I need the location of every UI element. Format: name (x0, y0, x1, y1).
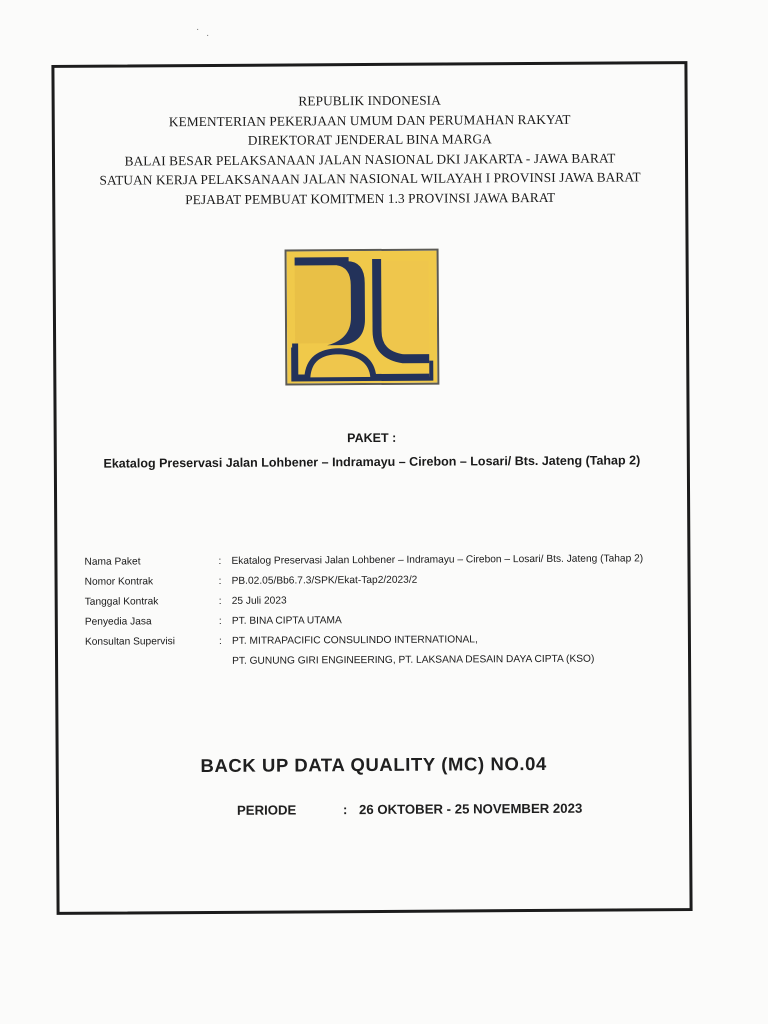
period-label: PERIODE (236, 802, 297, 818)
scan-speck: · (206, 30, 210, 41)
info-colon: : (218, 635, 222, 647)
letterhead (55, 89, 686, 210)
info-label: Penyedia Jasa (84, 616, 152, 628)
header-line-directorate: DIREKTORAT JENDERAL BINA MARGA (247, 131, 492, 148)
info-row-konsultan-supervisi-continued (85, 649, 665, 673)
document-title: BACK UP DATA QUALITY (MC) NO.04 (200, 752, 547, 777)
info-value: PT. BINA CIPTA UTAMA (231, 615, 342, 627)
package-name: Ekatalog Preservasi Jalan Lohbener – Indramayu – Cirebon – Losari/ Bts. Jateng (Tahap 2) (103, 453, 641, 471)
document-frame (51, 61, 692, 915)
contract-info (84, 549, 665, 673)
pupr-logo-icon (285, 249, 440, 386)
package-section (57, 426, 687, 474)
info-value: PT. MITRAPACIFIC CONSULINDO INTERNATIONAL, (231, 634, 478, 647)
info-colon: : (218, 615, 222, 627)
package-label: PAKET : (347, 430, 397, 446)
header-line-country: REPUBLIK INDONESIA (298, 92, 441, 109)
info-value: Ekatalog Preservasi Jalan Lohbener – Indramayu – Cirebon – Losari/ Bts. Jateng (Tahap 2) (231, 553, 644, 567)
info-label: Nomor Kontrak (84, 576, 154, 588)
info-value: PT. GUNUNG GIRI ENGINEERING, PT. LAKSANA DESAIN DAYA CIPTA (KSO) (232, 653, 595, 667)
header-line-ministry: KEMENTERIAN PEKERJAAN UMUM DAN PERUMAHAN RAKYAT (168, 111, 571, 129)
period-value: 26 OKTOBER - 25 NOVEMBER 2023 (358, 800, 583, 818)
header-line-balai: BALAI BESAR PELAKSANAAN JALAN NASIONAL DKI JAKARTA - JAWA BARAT (124, 150, 616, 169)
header-line-ppk: PEJABAT PEMBUAT KOMITMEN 1.3 PROVINSI JAWA BARAT (185, 189, 556, 208)
info-colon: : (218, 555, 222, 567)
info-colon: : (218, 575, 222, 587)
info-colon: : (218, 595, 222, 607)
info-value: 25 Juli 2023 (231, 595, 287, 607)
period-line (237, 801, 582, 818)
scan-speck: · (196, 24, 200, 35)
info-label: Konsultan Supervisi (84, 636, 176, 648)
header-line-satker: SATUAN KERJA PELAKSANAAN JALAN NASIONAL WILAYAH I PROVINSI JAWA BARAT (99, 169, 641, 189)
info-label: Tanggal Kontrak (84, 596, 159, 608)
info-value: PB.02.05/Bb6.7.3/SPK/Ekat-Tap2/2023/2 (231, 574, 418, 587)
period-colon: : (342, 802, 348, 818)
info-label: Nama Paket (84, 556, 141, 568)
